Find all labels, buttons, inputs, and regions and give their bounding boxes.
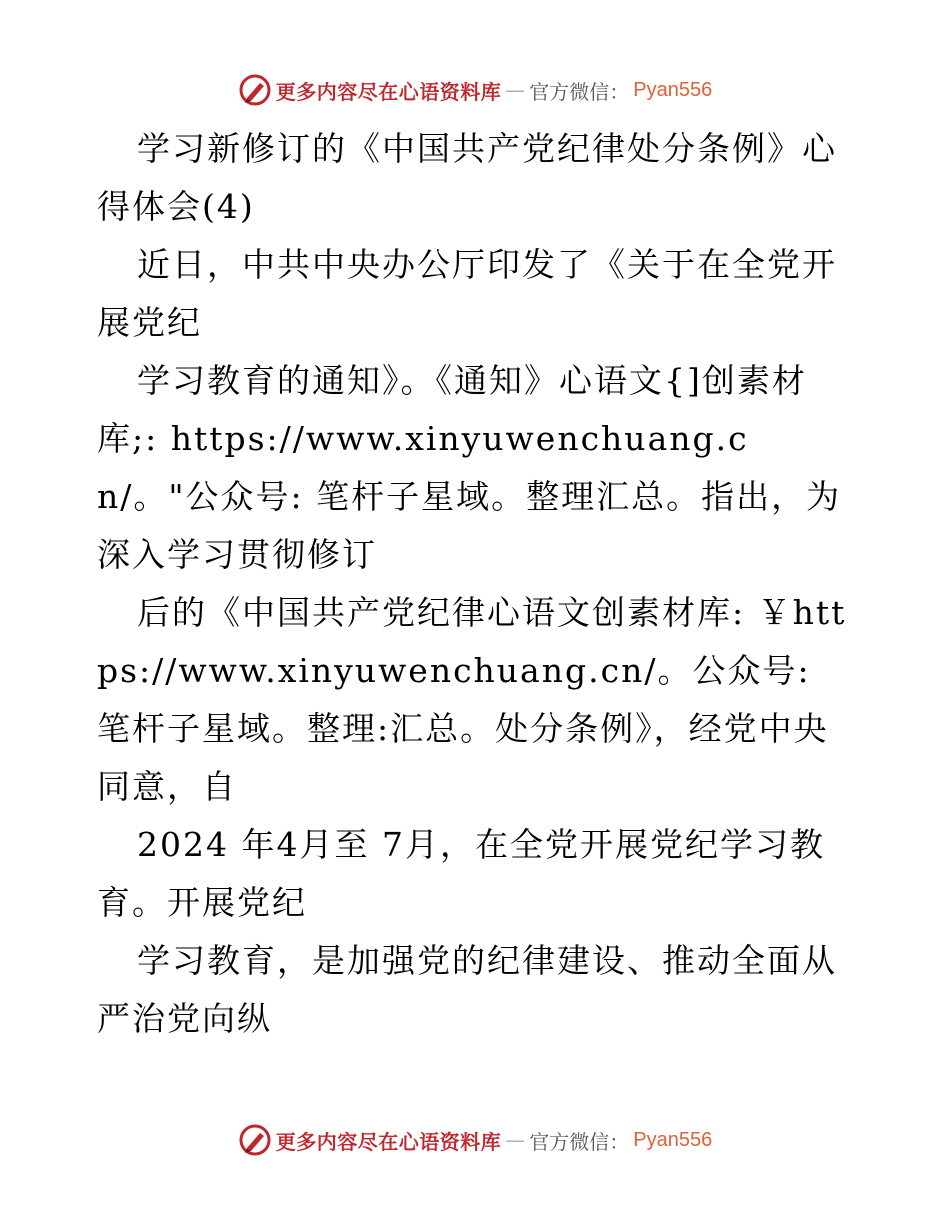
banner-wechat-id: Pyan556 (633, 1128, 713, 1151)
banner-wechat-label: 官方微信： (529, 1129, 630, 1154)
banner-dash: — (505, 1128, 526, 1152)
footer-banner (0, 1120, 950, 1160)
paragraph: 学习教育，是加强党的纪律建设、推动全面从严治党向纵 (97, 941, 837, 1038)
pen-logo-icon (238, 1123, 272, 1157)
pen-logo-icon (238, 73, 272, 107)
paragraph: 学习教育的通知》。《通知》心语文{]创素材库;: https://www.xinyuwenchuang.cn/。"公众号: 笔杆子星域。整理汇总。指出，为深入学习贯彻修订 (97, 361, 842, 574)
banner-dash: — (505, 78, 526, 102)
banner-wechat-label: 官方微信： (529, 79, 630, 104)
paragraph: 近日，中共中央办公厅印发了《关于在全党开展党纪 (97, 245, 837, 342)
banner-main-text: 更多内容尽在心语资料库 (275, 79, 502, 104)
paragraph: 后的《中国共产党纪律心语文创素材库: ￥https://www.xinyuwenchuang.cn/。公众号: 笔杆子星域。整理:汇总。处分条例》，经党中央同意，自 (97, 593, 847, 806)
document-title: 学习新修订的《中国共产党纪律处分条例》心得体会(4) (97, 129, 837, 226)
paragraph: 2024 年4月至 7月，在全党开展党纪学习教育。开展党纪 (97, 825, 825, 922)
banner-wechat-id: Pyan556 (633, 78, 713, 101)
document-body (97, 120, 857, 1048)
header-banner (0, 70, 950, 110)
banner-main-text: 更多内容尽在心语资料库 (275, 1129, 502, 1154)
